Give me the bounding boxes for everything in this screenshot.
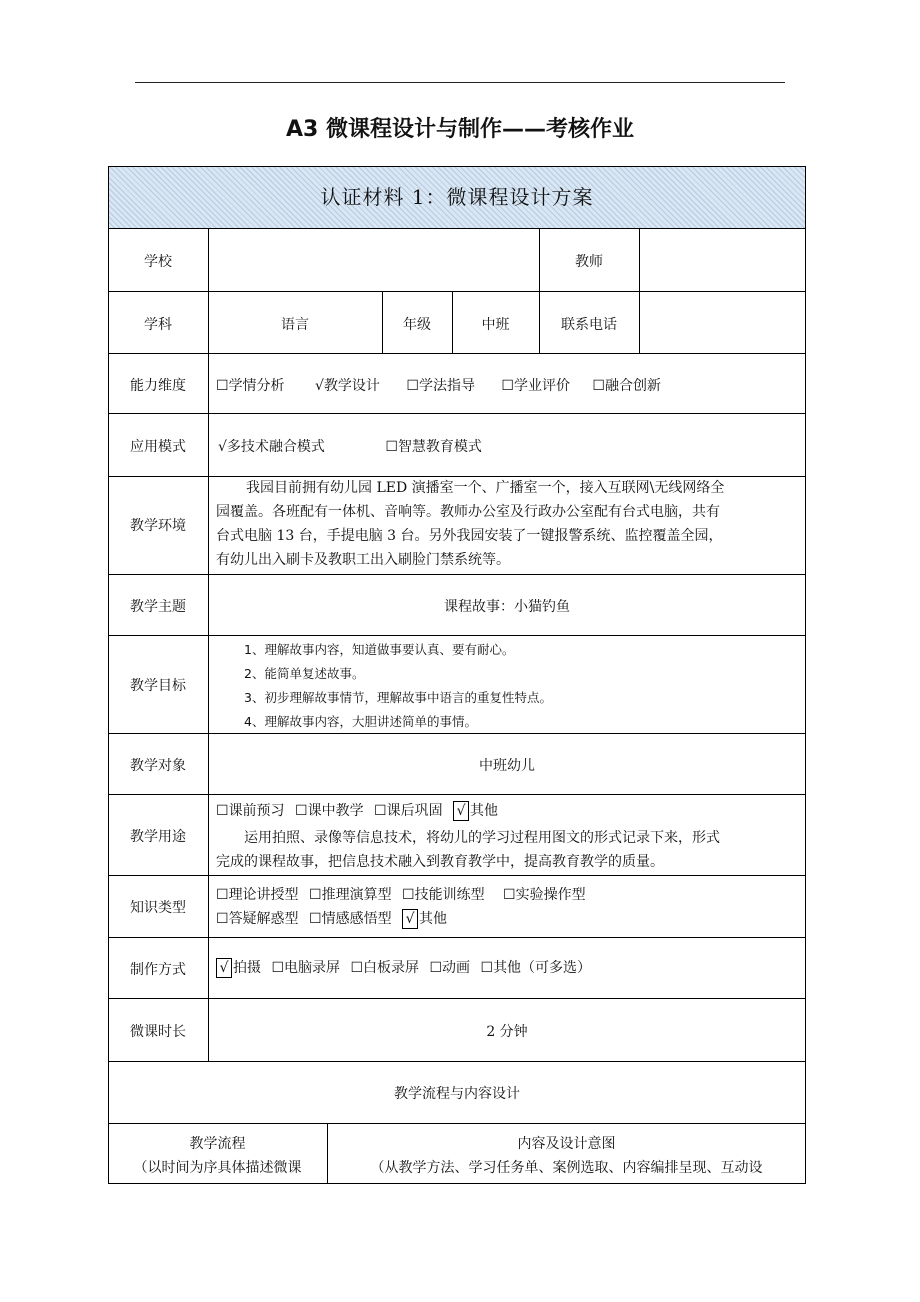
checkbox-icon: ☐	[216, 803, 229, 819]
phone-field[interactable]	[643, 298, 801, 348]
row-divider	[108, 574, 806, 575]
row-divider	[108, 937, 806, 938]
checkbox-icon: ☐	[406, 378, 419, 394]
form-header-title: 认证材料 1：微课程设计方案	[320, 185, 594, 209]
row-divider	[108, 228, 806, 229]
use-options	[216, 800, 498, 821]
make-options	[216, 957, 591, 978]
ability-option[interactable]: ☐融合创新	[592, 378, 661, 394]
checkbox-icon: ☐	[503, 887, 516, 903]
row-divider	[108, 413, 806, 414]
knowledge-option[interactable]: ☐答疑解惑型	[216, 911, 299, 927]
checkbox-icon: ☐	[374, 803, 387, 819]
use-option[interactable]: √ 其他	[453, 803, 498, 819]
flow-col1-subtitle: （以时间为序具体描述微课	[133, 1160, 302, 1176]
make-option[interactable]: ☐其他（可多选）	[480, 960, 592, 976]
checkmark-icon: √	[402, 909, 418, 929]
goal-item: 3、初步理解故事情节，理解故事中语言的重复性特点。	[244, 690, 552, 705]
environment-line: 园覆盖。各班配有一体机、音响等。教师办公室及行政办公室配有台式电脑，共有	[216, 504, 720, 520]
row-divider	[108, 1061, 806, 1062]
checkbox-icon: ☐	[216, 887, 229, 903]
make-option[interactable]: √ 拍摄	[216, 960, 261, 976]
document-title: A3 微课程设计与制作——考核作业	[286, 117, 634, 142]
ability-option[interactable]: ☐学法指导	[406, 378, 475, 394]
ability-options	[216, 375, 661, 395]
checkmark-icon: √	[218, 439, 227, 455]
knowledge-options-row1	[216, 884, 586, 904]
flow-col2-subtitle: （从教学方法、学习任务单、案例选取、内容编排呈现、互动设	[370, 1160, 763, 1176]
phone-label: 联系电话	[561, 317, 617, 333]
use-option[interactable]: ☐课前预习	[216, 803, 285, 819]
checkbox-icon: ☐	[216, 378, 229, 394]
ability-option[interactable]: ☐学业评价	[501, 378, 570, 394]
mode-label: 应用模式	[130, 439, 186, 455]
duration-value: 2 分钟	[486, 1024, 528, 1040]
checkbox-icon: ☐	[216, 911, 229, 927]
checkbox-icon: ☐	[592, 378, 605, 394]
ability-option[interactable]: √教学设计	[315, 378, 380, 394]
knowledge-option[interactable]: ☐实验操作型	[503, 887, 586, 903]
knowledge-label: 知识类型	[130, 900, 186, 916]
checkbox-icon: ☐	[402, 887, 415, 903]
row-divider	[108, 635, 806, 636]
use-option[interactable]: ☐课后巩固	[374, 803, 443, 819]
checkmark-icon: √	[216, 958, 232, 978]
knowledge-option[interactable]: √ 其他	[402, 911, 447, 927]
checkbox-icon: ☐	[429, 960, 443, 976]
subject-value: 语言	[281, 317, 309, 333]
teacher-field[interactable]	[643, 236, 801, 286]
row-divider	[108, 1123, 806, 1124]
target-label: 教学对象	[130, 758, 186, 774]
goal-label: 教学目标	[130, 678, 186, 694]
knowledge-option[interactable]: ☐技能训练型	[402, 887, 485, 903]
ability-label: 能力维度	[130, 378, 186, 394]
mode-option[interactable]: ☐智慧教育模式	[385, 439, 482, 455]
checkbox-icon: ☐	[385, 439, 398, 455]
subject-label: 学科	[144, 317, 172, 333]
row-divider	[108, 875, 806, 876]
make-label: 制作方式	[130, 962, 186, 978]
school-field[interactable]	[212, 236, 534, 286]
checkbox-icon: ☐	[309, 911, 322, 927]
checkbox-icon: ☐	[501, 378, 514, 394]
make-option[interactable]: ☐电脑录屏	[271, 960, 341, 976]
theme-label: 教学主题	[130, 599, 186, 615]
flow-col2-title: 内容及设计意图	[517, 1136, 616, 1152]
checkmark-icon: √	[453, 801, 469, 821]
mode-options	[218, 436, 482, 456]
goal-item: 1、理解故事内容，知道做事要认真、要有耐心。	[244, 642, 515, 657]
checkbox-icon: ☐	[350, 960, 364, 976]
flow-col1-title: 教学流程	[189, 1136, 246, 1152]
make-option[interactable]: ☐动画	[429, 960, 471, 976]
column-divider	[639, 228, 640, 353]
top-rule	[135, 82, 785, 83]
knowledge-option[interactable]: ☐推理演算型	[309, 887, 392, 903]
environment-line: 我园目前拥有幼儿园 LED 演播室一个、广播室一个，接入互联网\无线网络全	[246, 480, 725, 496]
goal-item: 2、能简单复述故事。	[244, 666, 365, 681]
use-option[interactable]: ☐课中教学	[295, 803, 364, 819]
checkbox-icon: ☐	[271, 960, 285, 976]
checkmark-icon: √	[315, 378, 324, 394]
row-divider	[108, 291, 806, 292]
grade-label: 年级	[403, 317, 431, 333]
row-divider	[108, 353, 806, 354]
mode-option[interactable]: √多技术融合模式	[218, 439, 325, 455]
knowledge-option[interactable]: ☐情感感悟型	[309, 911, 392, 927]
checkbox-icon: ☐	[295, 803, 308, 819]
grade-value: 中班	[481, 317, 510, 333]
environment-label: 教学环境	[130, 518, 186, 534]
row-divider	[108, 998, 806, 999]
knowledge-option[interactable]: ☐理论讲授型	[216, 887, 299, 903]
ability-option[interactable]: ☐学情分析	[216, 378, 285, 394]
environment-line: 有幼儿出入刷卡及教职工出入刷脸门禁系统等。	[216, 552, 510, 568]
teacher-label: 教师	[575, 254, 603, 270]
use-description: 运用拍照、录像等信息技术，将幼儿的学习过程用图文的形式记录下来，形式	[244, 830, 720, 846]
flow-section-title: 教学流程与内容设计	[394, 1086, 520, 1102]
make-option[interactable]: ☐白板录屏	[350, 960, 420, 976]
goal-item: 4、理解故事内容，大胆讲述简单的事情。	[244, 714, 477, 729]
target-value: 中班幼儿	[479, 758, 535, 774]
checkbox-icon: ☐	[309, 887, 322, 903]
label-column-divider	[208, 228, 209, 1061]
duration-label: 微课时长	[130, 1024, 186, 1040]
knowledge-options-row2	[216, 908, 447, 929]
school-label: 学校	[144, 254, 172, 270]
use-description: 完成的课程故事，把信息技术融入到教育教学中，提高教育教学的质量。	[216, 854, 664, 870]
checkbox-icon: ☐	[480, 960, 494, 976]
theme-value: 课程故事：小猫钓鱼	[444, 599, 570, 615]
use-label: 教学用途	[130, 829, 186, 845]
environment-line: 台式电脑 13 台，手提电脑 3 台。另外我园安装了一键报警系统、监控覆盖全园，	[216, 528, 723, 544]
row-divider	[108, 794, 806, 795]
